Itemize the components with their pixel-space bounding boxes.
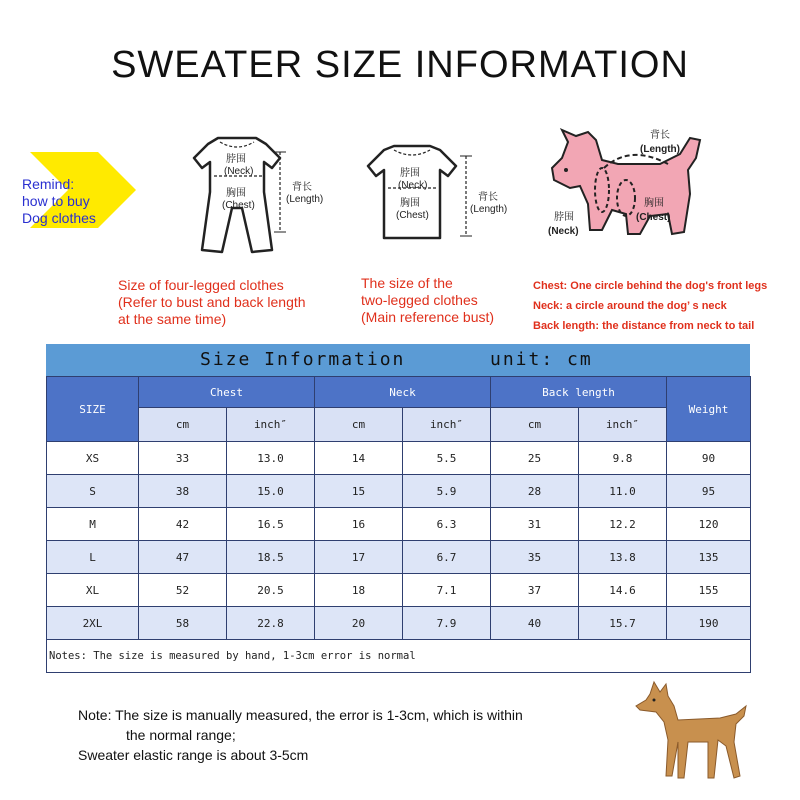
neck-label-en: (Neck) [224,166,254,177]
chest-inch-cell: 18.5 [227,541,315,574]
two-legged-caption [361,275,494,326]
neck-label-en: (Neck) [398,180,428,191]
back-cm-cell: 31 [491,508,579,541]
neck-inch-cell: 5.5 [403,442,491,475]
chest-header: Chest [139,377,315,408]
unit-header: cm [139,408,227,442]
weight-cell: 95 [667,475,751,508]
chest-label-en: (Chest) [222,200,255,211]
chest-inch-cell: 20.5 [227,574,315,607]
neck-cm-cell: 17 [315,541,403,574]
neck-cm-cell: 14 [315,442,403,475]
back-label-en: (Length) [640,144,680,155]
back-inch-cell: 13.8 [579,541,667,574]
bottom-note [78,705,523,765]
neck-inch-cell: 5.9 [403,475,491,508]
back-inch-cell: 9.8 [579,442,667,475]
caption-line: Size of four-legged clothes [118,277,284,293]
size-header: SIZE [47,377,139,442]
weight-cell: 120 [667,508,751,541]
weight-cell: 190 [667,607,751,640]
measurement-definitions [533,276,767,336]
chest-inch-cell: 15.0 [227,475,315,508]
back-cm-cell: 25 [491,442,579,475]
definition-back-length: Back length: the distance from neck to tail [533,320,755,332]
back-cm-cell: 40 [491,607,579,640]
back-label-en: (Length) [286,194,324,205]
back-label-cn: 背长 [650,130,670,141]
weight-cell: 90 [667,442,751,475]
size-cell: XS [47,442,139,475]
neck-cm-cell: 15 [315,475,403,508]
caption-line: (Refer to bust and back length [118,294,306,310]
unit-header: cm [315,408,403,442]
size-table-grid [46,376,751,673]
chest-label-cn: 胸围 [644,198,664,209]
chest-inch-cell: 13.0 [227,442,315,475]
remind-text [22,176,132,227]
page-title: SWEATER SIZE INFORMATION [111,44,689,86]
weight-cell: 135 [667,541,751,574]
two-legged-clothes-figure [350,140,520,250]
caption-line: (Main reference bust) [361,309,495,325]
size-cell: S [47,475,139,508]
remind-line: how to buy [22,193,90,209]
chest-label-en: (Chest) [636,212,671,223]
size-cell: L [47,541,139,574]
chest-label-cn: 胸围 [400,198,420,209]
chest-label-cn: 胸围 [226,188,246,199]
weight-header: Weight [667,377,751,442]
caption-line: The size of the [361,275,453,291]
neck-inch-cell: 6.7 [403,541,491,574]
note-line: Note: The size is manually measured, the error is 1-3cm, which is within [78,707,523,723]
neck-inch-cell: 6.3 [403,508,491,541]
neck-label-cn: 脖围 [226,154,246,165]
neck-inch-cell: 7.1 [403,574,491,607]
note-line: the normal range; [126,727,236,743]
back-cm-cell: 37 [491,574,579,607]
size-cell: XL [47,574,139,607]
table-row [47,442,751,475]
four-legged-caption [118,277,306,328]
four-legged-clothes-figure [168,132,338,262]
back-inch-cell: 11.0 [579,475,667,508]
caption-line: two-legged clothes [361,292,478,308]
unit-header: cm [491,408,579,442]
size-cell: M [47,508,139,541]
neck-header: Neck [315,377,491,408]
neck-label-en: (Neck) [548,226,579,237]
neck-cm-cell: 18 [315,574,403,607]
caption-line: at the same time) [118,311,227,327]
back-inch-cell: 15.7 [579,607,667,640]
back-length-header: Back length [491,377,667,408]
back-label-cn: 背长 [292,182,312,193]
back-cm-cell: 35 [491,541,579,574]
table-row [47,541,751,574]
neck-cm-cell: 16 [315,508,403,541]
chest-cm-cell: 38 [139,475,227,508]
back-inch-cell: 14.6 [579,574,667,607]
neck-label-cn: 脖围 [554,212,574,223]
back-label-cn: 背长 [478,192,498,203]
chest-inch-cell: 16.5 [227,508,315,541]
back-label-en: (Length) [470,204,508,215]
note-line: Sweater elastic range is about 3-5cm [78,747,309,763]
dog-illustration [628,680,758,794]
table-title: Size Information [200,349,406,370]
back-inch-cell: 12.2 [579,508,667,541]
chest-cm-cell: 58 [139,607,227,640]
chest-cm-cell: 47 [139,541,227,574]
chest-label-en: (Chest) [396,210,429,221]
size-table [46,344,750,673]
table-unit: unit: cm [490,349,593,370]
chest-inch-cell: 22.8 [227,607,315,640]
neck-inch-cell: 7.9 [403,607,491,640]
unit-header: inch″ [227,408,315,442]
chest-cm-cell: 33 [139,442,227,475]
chest-cm-cell: 42 [139,508,227,541]
table-row [47,574,751,607]
chest-cm-cell: 52 [139,574,227,607]
neck-label-cn: 脖围 [400,168,420,179]
table-row [47,475,751,508]
table-row [47,508,751,541]
unit-header: inch″ [579,408,667,442]
back-cm-cell: 28 [491,475,579,508]
remind-line: Dog clothes [22,210,96,226]
table-row [47,607,751,640]
table-notes: Notes: The size is measured by hand, 1-3cm error is normal [47,640,751,673]
dog-measurement-figure [540,124,720,264]
neck-cm-cell: 20 [315,607,403,640]
size-cell: 2XL [47,607,139,640]
remind-line: Remind: [22,176,75,192]
definition-chest: Chest: One circle behind the dog's front legs [533,280,768,292]
table-title-bar [46,344,750,376]
unit-header: inch″ [403,408,491,442]
definition-neck: Neck: a circle around the dog’ s neck [533,300,727,312]
weight-cell: 155 [667,574,751,607]
